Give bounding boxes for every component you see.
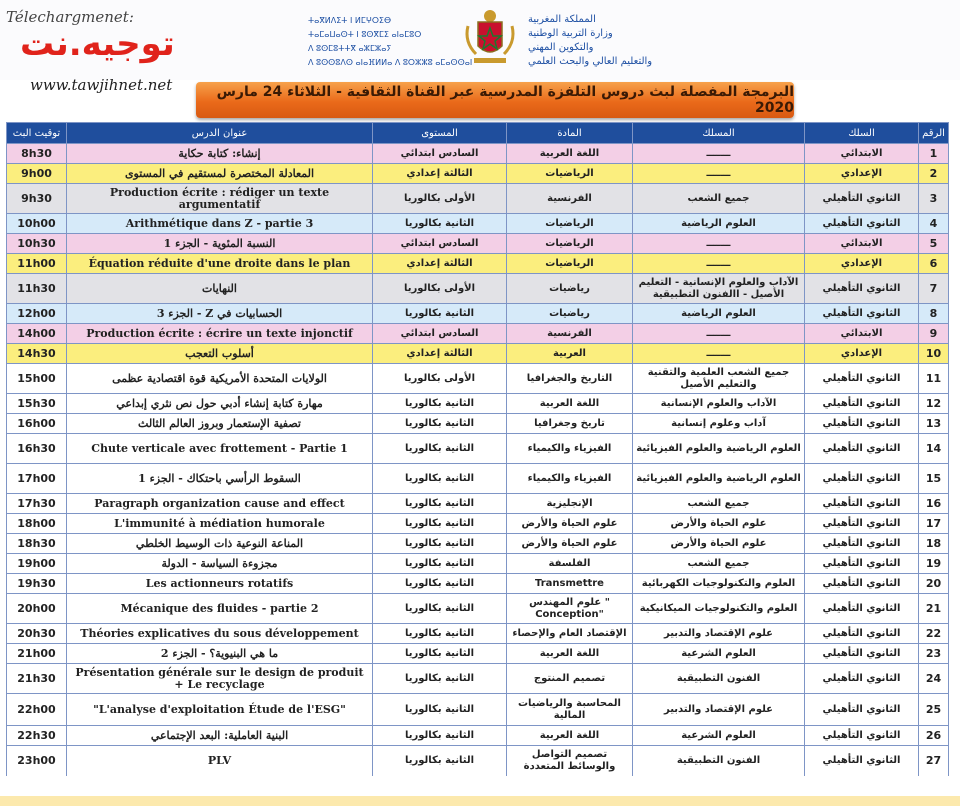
row-time: 9h30 (7, 184, 67, 214)
row-track: علوم الحياة والأرض (633, 534, 805, 554)
row-lesson: المناعة النوعية ذات الوسيط الخلطي (67, 534, 373, 554)
table-row (7, 494, 949, 514)
row-cycle: الثانوي التأهيلي (805, 554, 919, 574)
row-level: السادس ابتدائي (373, 144, 507, 164)
row-time: 18h30 (7, 534, 67, 554)
table-header-row (7, 123, 949, 144)
row-time: 23h00 (7, 746, 67, 776)
moroccan-coat-of-arms-icon (462, 6, 518, 66)
row-subject: الرياضيات (507, 164, 633, 184)
row-track: العلوم والتكنولوجيات الكهربائية (633, 574, 805, 594)
row-time: 9h00 (7, 164, 67, 184)
row-time: 11h00 (7, 254, 67, 274)
row-time: 20h30 (7, 624, 67, 644)
row-track: ـــــــ (633, 344, 805, 364)
row-level: السادس ابتدائي (373, 234, 507, 254)
table-row (7, 726, 949, 746)
row-num: 5 (919, 234, 949, 254)
table-row (7, 624, 949, 644)
schedule-table (6, 122, 949, 776)
row-track: الآداب والعلوم الإنسانية - التعليم الأصيل - االفنون التطبيقية (633, 274, 805, 304)
row-lesson: البنية العاملية: البعد الإجتماعي (67, 726, 373, 746)
row-lesson: Chute verticale avec frottement - Partie 1 (67, 434, 373, 464)
row-level: الثالثة إعدادي (373, 344, 507, 364)
row-num: 22 (919, 624, 949, 644)
row-num: 11 (919, 364, 949, 394)
row-track: العلوم الرياضية والعلوم الفيزيائية (633, 464, 805, 494)
row-track: العلوم الرياضية (633, 304, 805, 324)
row-subject: رياضيات (507, 304, 633, 324)
row-lesson: مهارة كتابة إنشاء أدبي حول نص نثري إبداعي (67, 394, 373, 414)
row-subject: الرياضيات (507, 254, 633, 274)
row-cycle: الثانوي التأهيلي (805, 304, 919, 324)
row-lesson: الحسابيات في Z - الجزء 3 (67, 304, 373, 324)
row-time: 18h00 (7, 514, 67, 534)
ministry-arabic-line-1: المملكة المغربية (528, 14, 596, 25)
row-track: الآداب والعلوم الإنسانية (633, 394, 805, 414)
row-subject: الفرنسية (507, 184, 633, 214)
page-title: البرمجة المفصلة لبث دروس التلفزة المدرسية عبر القناة الثقافية - الثلاثاء 24 مارس 2020 (216, 84, 794, 116)
table-row (7, 644, 949, 664)
row-num: 24 (919, 664, 949, 694)
row-subject: المحاسبة والرياضيات المالية (507, 694, 633, 726)
row-lesson: تصفية الإستعمار وبروز العالم الثالث (67, 414, 373, 434)
row-subject: تصميم المنتوج (507, 664, 633, 694)
row-num: 27 (919, 746, 949, 776)
row-level: الثانية بكالوريا (373, 494, 507, 514)
col-header-track: المسلك (633, 123, 805, 144)
row-num: 19 (919, 554, 949, 574)
row-subject: اللغة العربية (507, 394, 633, 414)
row-time: 17h30 (7, 494, 67, 514)
header-area (0, 0, 960, 94)
row-lesson: النسبة المئوية - الجزء 1 (67, 234, 373, 254)
row-num: 1 (919, 144, 949, 164)
row-track: العلوم الرياضية (633, 214, 805, 234)
row-cycle: الابتدائي (805, 144, 919, 164)
row-subject: تصميم التواصل والوسائط المتعددة (507, 746, 633, 776)
row-cycle: الثانوي التأهيلي (805, 274, 919, 304)
ministry-arabic-line-3: والتكوين المهني (528, 42, 594, 53)
row-level: الثانية بكالوريا (373, 514, 507, 534)
row-level: الأولى بكالوريا (373, 364, 507, 394)
row-cycle: الثانوي التأهيلي (805, 644, 919, 664)
row-lesson: Production écrite : écrire un texte injonctif (67, 324, 373, 344)
row-time: 10h00 (7, 214, 67, 234)
row-num: 6 (919, 254, 949, 274)
row-num: 14 (919, 434, 949, 464)
row-cycle: الثانوي التأهيلي (805, 184, 919, 214)
row-cycle: الإعدادي (805, 254, 919, 274)
row-subject: الفرنسية (507, 324, 633, 344)
row-num: 15 (919, 464, 949, 494)
row-track: الفنون التطبيقية (633, 746, 805, 776)
row-subject: " علوم المهندس "Conception (507, 594, 633, 624)
row-track: جميع الشعب العلمية والتقنية والتعليم الأصيل (633, 364, 805, 394)
row-time: 12h00 (7, 304, 67, 324)
col-header-cycle: السلك (805, 123, 919, 144)
row-time: 21h30 (7, 664, 67, 694)
site-logo[interactable]: توجيه.نت (20, 24, 175, 64)
row-level: الأولى بكالوريا (373, 184, 507, 214)
table-row (7, 164, 949, 184)
row-lesson: النهايات (67, 274, 373, 304)
row-level: الثانية بكالوريا (373, 644, 507, 664)
col-header-level: المستوى (373, 123, 507, 144)
bottom-band (0, 796, 960, 806)
row-subject: الرياضيات (507, 234, 633, 254)
table-row (7, 254, 949, 274)
row-lesson: Présentation générale sur le design de produit + Le recyclage (67, 664, 373, 694)
row-track: علوم الإقتصاد والتدبير (633, 624, 805, 644)
row-cycle: الثانوي التأهيلي (805, 664, 919, 694)
row-lesson: Mécanique des fluides - partie 2 (67, 594, 373, 624)
table-row (7, 594, 949, 624)
row-time: 16h30 (7, 434, 67, 464)
row-track: جميع الشعب (633, 184, 805, 214)
row-level: الثانية بكالوريا (373, 464, 507, 494)
row-lesson: Les actionneurs rotatifs (67, 574, 373, 594)
table-row (7, 464, 949, 494)
row-cycle: الثانوي التأهيلي (805, 414, 919, 434)
row-subject: الرياضيات (507, 214, 633, 234)
row-subject: علوم الحياة والأرض (507, 514, 633, 534)
row-subject: الفيزياء والكيمياء (507, 464, 633, 494)
table-row (7, 144, 949, 164)
row-lesson: السقوط الرأسي باحتكاك - الجزء 1 (67, 464, 373, 494)
row-subject: العربية (507, 344, 633, 364)
row-subject: اللغة العربية (507, 726, 633, 746)
row-time: 19h30 (7, 574, 67, 594)
ministry-arabic-line-4: والتعليم العالي والبحث العلمي (528, 56, 653, 67)
table-row (7, 344, 949, 364)
row-track: آداب وعلوم إنسانية (633, 414, 805, 434)
ministry-tifinagh-line-3: ⴷ ⵓⵙⵎⵓⵜⵜⴳ ⴰⵣⵎⵣⴰⵢ (308, 44, 392, 53)
row-level: الأولى بكالوريا (373, 274, 507, 304)
row-time: 20h00 (7, 594, 67, 624)
row-track: ـــــــ (633, 234, 805, 254)
col-header-subject: المادة (507, 123, 633, 144)
table-row (7, 274, 949, 304)
row-num: 4 (919, 214, 949, 234)
row-track: جميع الشعب (633, 554, 805, 574)
row-num: 8 (919, 304, 949, 324)
row-lesson: المعادلة المختصرة لمستقيم في المستوى (67, 164, 373, 184)
row-cycle: الثانوي التأهيلي (805, 464, 919, 494)
row-cycle: الثانوي التأهيلي (805, 726, 919, 746)
row-time: 22h30 (7, 726, 67, 746)
table-row (7, 234, 949, 254)
row-cycle: الثانوي التأهيلي (805, 534, 919, 554)
table-row (7, 304, 949, 324)
table-row (7, 324, 949, 344)
row-level: الثانية بكالوريا (373, 414, 507, 434)
row-subject: علوم الحياة والأرض (507, 534, 633, 554)
col-header-lesson: عنوان الدرس (67, 123, 373, 144)
row-time: 17h00 (7, 464, 67, 494)
table-row (7, 694, 949, 726)
row-num: 13 (919, 414, 949, 434)
table-row (7, 746, 949, 776)
row-lesson: Paragraph organization cause and effect (67, 494, 373, 514)
table-row (7, 534, 949, 554)
row-level: الثانية بكالوريا (373, 434, 507, 464)
row-lesson: PLV (67, 746, 373, 776)
download-label: Télechargmenet: (6, 8, 134, 26)
row-lesson: مجزوءة السياسة - الدولة (67, 554, 373, 574)
row-subject: تاريخ وجغرافيا (507, 414, 633, 434)
row-time: 15h00 (7, 364, 67, 394)
row-level: الثانية بكالوريا (373, 574, 507, 594)
row-time: 16h00 (7, 414, 67, 434)
row-lesson: Arithmétique dans Z - partie 3 (67, 214, 373, 234)
row-subject: اللغة العربية (507, 144, 633, 164)
row-num: 3 (919, 184, 949, 214)
row-cycle: الثانوي التأهيلي (805, 594, 919, 624)
row-cycle: الثانوي التأهيلي (805, 494, 919, 514)
row-time: 8h30 (7, 144, 67, 164)
row-lesson: Production écrite : rédiger un texte argumentatif (67, 184, 373, 214)
row-level: الثانية بكالوريا (373, 214, 507, 234)
row-track: ـــــــ (633, 254, 805, 274)
row-subject: الإنجليزية (507, 494, 633, 514)
row-cycle: الثانوي التأهيلي (805, 514, 919, 534)
row-lesson: الولايات المتحدة الأمريكية قوة اقتصادية عظمى (67, 364, 373, 394)
row-time: 21h00 (7, 644, 67, 664)
row-track: العلوم والتكنولوجيات الميكانيكية (633, 594, 805, 624)
row-subject: رياضيات (507, 274, 633, 304)
row-num: 17 (919, 514, 949, 534)
row-cycle: الثانوي التأهيلي (805, 624, 919, 644)
row-cycle: الثانوي التأهيلي (805, 694, 919, 726)
row-track: علوم الحياة والأرض (633, 514, 805, 534)
row-cycle: الإعدادي (805, 164, 919, 184)
row-subject: الفلسفة (507, 554, 633, 574)
row-cycle: الثانوي التأهيلي (805, 434, 919, 464)
row-num: 9 (919, 324, 949, 344)
row-num: 23 (919, 644, 949, 664)
row-level: الثانية بكالوريا (373, 554, 507, 574)
row-track: العلوم الرياضية والعلوم الفيزيائية (633, 434, 805, 464)
row-level: الثانية بكالوريا (373, 594, 507, 624)
row-num: 12 (919, 394, 949, 414)
table-row (7, 414, 949, 434)
row-track: العلوم الشرعية (633, 726, 805, 746)
col-header-time: توقيت البث (7, 123, 67, 144)
row-time: 11h30 (7, 274, 67, 304)
ministry-tifinagh-line-2: ⵜⴰⵎⴰⵡⴰⵙⵜ ⵏ ⵓⵙⴳⵎⵉ ⴰⵏⴰⵎⵓⵔ (308, 30, 422, 39)
row-cycle: الثانوي التأهيلي (805, 746, 919, 776)
row-subject: الفيزياء والكيمياء (507, 434, 633, 464)
row-level: الثانية بكالوريا (373, 664, 507, 694)
ministry-arabic-line-2: وزارة التربية الوطنية (528, 28, 613, 39)
row-cycle: الإعدادي (805, 344, 919, 364)
row-lesson: أسلوب التعجب (67, 344, 373, 364)
row-subject: الإقتصاد العام والإحصاء (507, 624, 633, 644)
row-lesson: ما هي البنيوية؟ - الجزء 2 (67, 644, 373, 664)
table-row (7, 664, 949, 694)
site-url[interactable]: www.tawjihnet.net (30, 76, 173, 94)
row-num: 26 (919, 726, 949, 746)
row-num: 18 (919, 534, 949, 554)
table-row (7, 514, 949, 534)
row-lesson: L'immunité à médiation humorale (67, 514, 373, 534)
row-time: 14h00 (7, 324, 67, 344)
row-subject: Transmettre (507, 574, 633, 594)
row-subject: التاريخ والجغرافيا (507, 364, 633, 394)
row-num: 16 (919, 494, 949, 514)
row-level: السادس ابتدائي (373, 324, 507, 344)
table-row (7, 364, 949, 394)
row-level: الثانية بكالوريا (373, 694, 507, 726)
row-track: ـــــــ (633, 144, 805, 164)
row-num: 10 (919, 344, 949, 364)
row-level: الثانية بكالوريا (373, 746, 507, 776)
ministry-tifinagh-line-4: ⴷ ⵓⵙⵙⵓⴷⵙ ⴰⵏⴰⴼⵍⵍⴰ ⴷ ⵓⵔⵣⵣⵓ ⴰⵎⴰⵙⵙⴰⵏ (308, 58, 473, 67)
row-lesson: Équation réduite d'une droite dans le plan (67, 254, 373, 274)
row-level: الثالثة إعدادي (373, 164, 507, 184)
table-row (7, 554, 949, 574)
row-track: ـــــــ (633, 164, 805, 184)
table-row (7, 574, 949, 594)
table-row (7, 434, 949, 464)
row-num: 2 (919, 164, 949, 184)
row-time: 10h30 (7, 234, 67, 254)
row-cycle: الثانوي التأهيلي (805, 574, 919, 594)
row-track: جميع الشعب (633, 494, 805, 514)
row-track: الفنون التطبيقية (633, 664, 805, 694)
table-row (7, 394, 949, 414)
col-header-num: الرقم (919, 123, 949, 144)
row-level: الثانية بكالوريا (373, 534, 507, 554)
row-cycle: الثانوي التأهيلي (805, 364, 919, 394)
row-track: العلوم الشرعية (633, 644, 805, 664)
title-banner (196, 82, 794, 118)
row-cycle: الابتدائي (805, 234, 919, 254)
row-num: 21 (919, 594, 949, 624)
row-num: 7 (919, 274, 949, 304)
table-row (7, 214, 949, 234)
row-level: الثانية بكالوريا (373, 304, 507, 324)
row-track: علوم الإقتصاد والتدبير (633, 694, 805, 726)
row-lesson: "L'analyse d'exploitation Étude de l'ESG" (67, 694, 373, 726)
row-num: 25 (919, 694, 949, 726)
ministry-tifinagh-line-1: ⵜⴰⴳⵍⴷⵉⵜ ⵏ ⵍⵎⵖⵔⵉⴱ (308, 16, 392, 25)
row-level: الثالثة إعدادي (373, 254, 507, 274)
table-row (7, 184, 949, 214)
row-track: ـــــــ (633, 324, 805, 344)
row-subject: اللغة العربية (507, 644, 633, 664)
row-time: 14h30 (7, 344, 67, 364)
row-num: 20 (919, 574, 949, 594)
row-time: 22h00 (7, 694, 67, 726)
row-cycle: الثانوي التأهيلي (805, 394, 919, 414)
row-lesson: إنشاء: كتابة حكاية (67, 144, 373, 164)
row-cycle: الابتدائي (805, 324, 919, 344)
row-level: الثانية بكالوريا (373, 394, 507, 414)
row-cycle: الثانوي التأهيلي (805, 214, 919, 234)
row-level: الثانية بكالوريا (373, 726, 507, 746)
row-time: 19h00 (7, 554, 67, 574)
row-time: 15h30 (7, 394, 67, 414)
row-lesson: Théories explicatives du sous développement (67, 624, 373, 644)
row-level: الثانية بكالوريا (373, 624, 507, 644)
